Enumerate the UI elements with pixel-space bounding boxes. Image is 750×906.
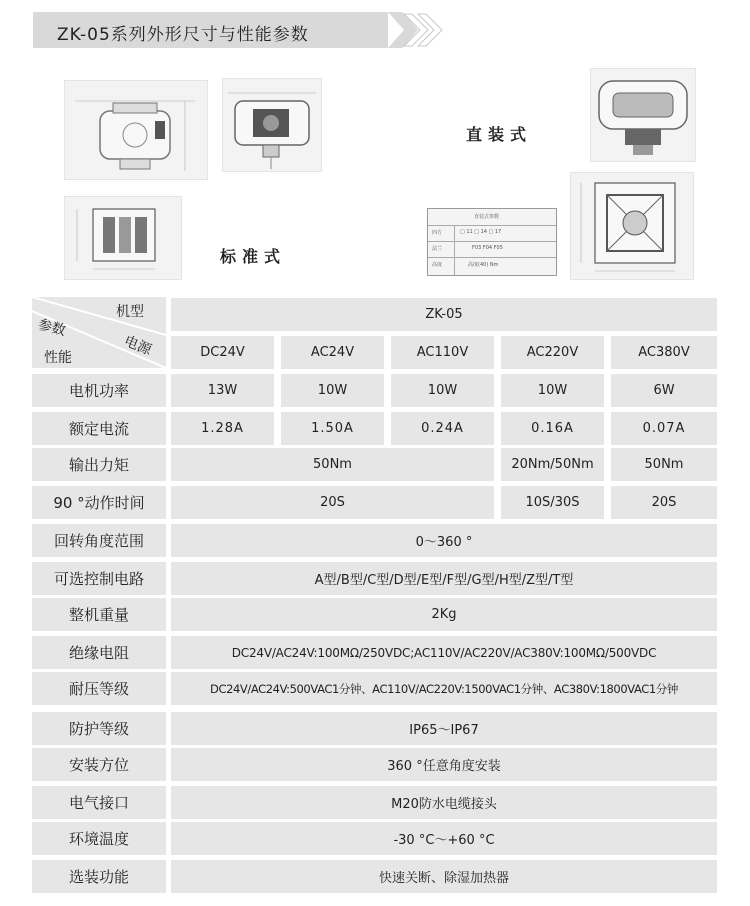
section-header-banner (33, 12, 388, 48)
voltage-ac220v: AC220V (501, 336, 604, 369)
row-label-motor-power: 电机功率 (32, 374, 166, 407)
drawing-standard-front (64, 80, 208, 180)
motor-power-value: 6W (611, 374, 717, 407)
rotation-range-value: 0～360 ° (171, 524, 717, 557)
motor-power-value: 10W (281, 374, 384, 407)
mini-table-title: 直装式参数 (474, 214, 500, 220)
corner-label-power: 电源 (121, 333, 154, 359)
mini-table-label: 法兰 (432, 246, 443, 252)
rated-current-value: 1.28A (171, 412, 274, 445)
row-label-insulation: 绝缘电阻 (32, 636, 166, 669)
mini-table-label: 四方 (432, 230, 443, 236)
drawing-standard-side (222, 78, 322, 172)
table-corner-header (32, 297, 166, 368)
action-time-value: 20S (171, 486, 494, 519)
row-label-control-circuit: 可选控制电路 (32, 562, 166, 595)
protection-value: IP65～IP67 (171, 712, 717, 745)
row-label-options: 选装功能 (32, 860, 166, 893)
caption-standard: 标准式 (220, 247, 287, 266)
weight-value: 2Kg (171, 598, 717, 631)
rated-current-value: 0.16A (501, 412, 604, 445)
row-label-withstand-voltage: 耐压等级 (32, 672, 166, 705)
mini-table-value: F03 F04 F05 (472, 245, 503, 251)
action-time-value: 20S (611, 486, 717, 519)
drawing-direct-bottom (570, 172, 694, 280)
direct-mount-param-table (427, 208, 557, 276)
corner-label-model: 机型 (116, 304, 144, 320)
motor-power-value: 10W (391, 374, 494, 407)
row-label-electrical-interface: 电气接口 (32, 786, 166, 819)
corner-label-perf: 性能 (44, 350, 72, 366)
corner-label-params: 参数 (36, 316, 68, 340)
chevron-arrows-icon (388, 12, 448, 48)
row-label-weight: 整机重量 (32, 598, 166, 631)
insulation-value: DC24V/AC24V:100MΩ/250VDC;AC110V/AC220V/AC380V:100MΩ/500VDC (171, 636, 717, 669)
electrical-interface-value: M20防水电缆接头 (171, 786, 717, 819)
motor-power-value: 13W (171, 374, 274, 407)
row-label-action-time: 90 °动作时间 (32, 486, 166, 519)
mini-table-label: 高度 (432, 262, 443, 268)
row-label-rotation-range: 回转角度范围 (32, 524, 166, 557)
section-title: ZK-05系列外形尺寸与性能参数 (57, 25, 309, 45)
rated-current-value: 1.50A (281, 412, 384, 445)
row-label-protection: 防护等级 (32, 712, 166, 745)
drawing-direct-front (590, 68, 696, 162)
drawing-standard-bottom (64, 196, 182, 280)
ambient-temp-value: -30 °C～+60 °C (171, 822, 717, 855)
row-label-mounting: 安装方位 (32, 748, 166, 781)
voltage-ac110v: AC110V (391, 336, 494, 369)
row-label-rated-current: 额定电流 (32, 412, 166, 445)
mini-table-value: □ 11 □ 14 □ 17 (460, 229, 502, 235)
withstand-voltage-value: DC24V/AC24V:500VAC1分钟、AC110V/AC220V:1500VAC1分钟、AC380V:1800VAC1分钟 (171, 672, 717, 705)
caption-direct: 直装式 (466, 125, 533, 144)
mini-table-value: 高度(40) Nm (468, 262, 499, 268)
motor-power-value: 10W (501, 374, 604, 407)
options-value: 快速关断、除湿加热器 (171, 860, 717, 893)
control-circuit-value: A型/B型/C型/D型/E型/F型/G型/H型/Z型/T型 (171, 562, 717, 595)
voltage-dc24v: DC24V (171, 336, 274, 369)
action-time-value: 10S/30S (501, 486, 604, 519)
rated-current-value: 0.07A (611, 412, 717, 445)
voltage-ac24v: AC24V (281, 336, 384, 369)
model-value: ZK-05 (171, 298, 717, 331)
row-label-ambient-temp: 环境温度 (32, 822, 166, 855)
mounting-value: 360 °任意角度安装 (171, 748, 717, 781)
output-torque-value: 50Nm (611, 448, 717, 481)
output-torque-value: 50Nm (171, 448, 494, 481)
row-label-output-torque: 输出力矩 (32, 448, 166, 481)
output-torque-value: 20Nm/50Nm (501, 448, 604, 481)
rated-current-value: 0.24A (391, 412, 494, 445)
voltage-ac380v: AC380V (611, 336, 717, 369)
